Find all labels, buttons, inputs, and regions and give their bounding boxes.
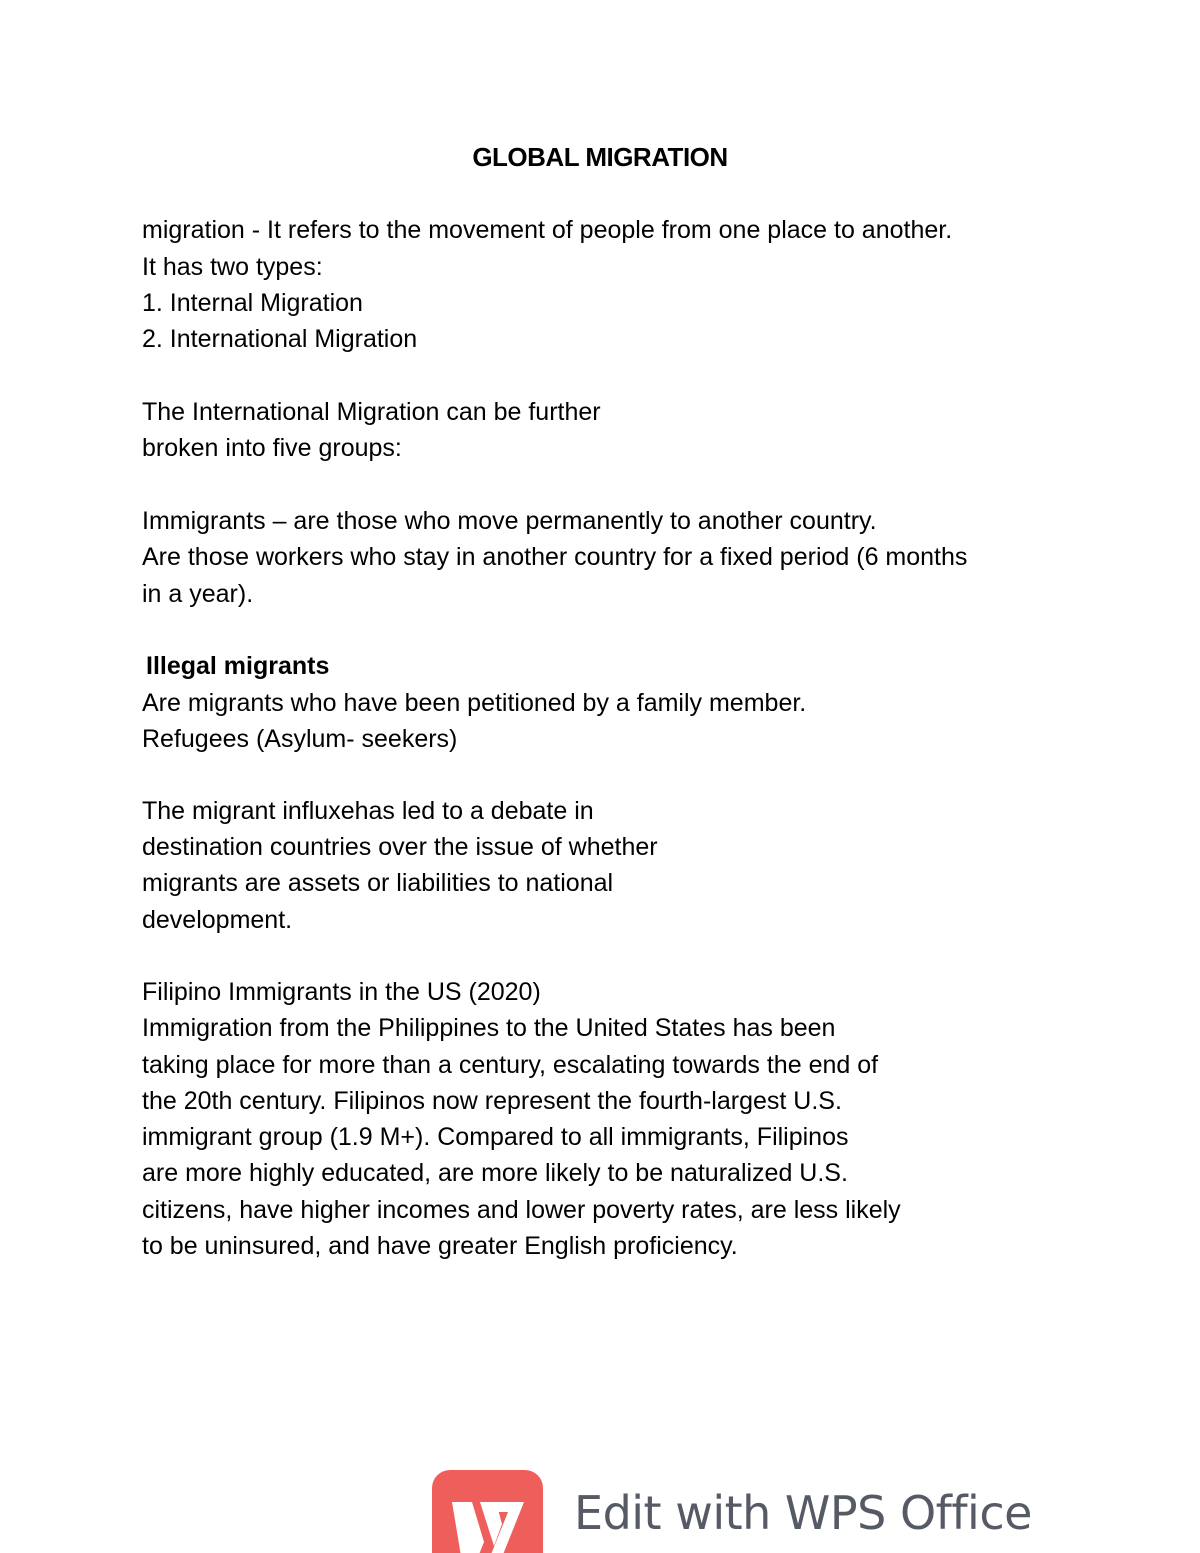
- wps-logo-icon: [432, 1470, 543, 1553]
- workers-line: in a year).: [142, 580, 254, 608]
- immigrants-line: Immigrants – are those who move permanently to another country.: [142, 507, 877, 535]
- list-item-international: 2. International Migration: [142, 325, 418, 353]
- petitioned-line: Are migrants who have been petitioned by a family member.: [142, 689, 807, 717]
- filipino-paragraph-line: taking place for more than a century, escalating towards the end of: [142, 1051, 879, 1079]
- filipino-paragraph-line: immigrant group (1.9 M+). Compared to all immigrants, Filipinos: [142, 1123, 849, 1151]
- paragraph-line: broken into five groups:: [142, 434, 402, 462]
- refugees-line: Refugees (Asylum- seekers): [142, 725, 458, 753]
- filipino-paragraph-line: the 20th century. Filipinos now represent the fourth-largest U.S.: [142, 1087, 842, 1115]
- filipino-paragraph-line: to be uninsured, and have greater English proficiency.: [142, 1232, 738, 1260]
- debate-line: destination countries over the issue of whether: [142, 833, 658, 861]
- document-title: GLOBAL MIGRATION: [472, 142, 728, 172]
- workers-line: Are those workers who stay in another country for a fixed period (6 months: [142, 543, 968, 571]
- paragraph-line: The International Migration can be further: [142, 398, 601, 426]
- types-intro-line: It has two types:: [142, 253, 323, 281]
- edit-with-wps-banner[interactable]: [432, 1470, 1072, 1553]
- illegal-migrants-heading: Illegal migrants: [146, 652, 330, 680]
- definition-line: migration - It refers to the movement of people from one place to another.: [142, 216, 953, 244]
- edit-with-wps-label[interactable]: Edit with WPS Office: [574, 1486, 1032, 1540]
- debate-line: migrants are assets or liabilities to national: [142, 869, 614, 897]
- list-item-internal: 1. Internal Migration: [142, 289, 363, 317]
- section-heading-filipino: Filipino Immigrants in the US (2020): [142, 978, 541, 1006]
- filipino-paragraph-line: are more highly educated, are more likely to be naturalized U.S.: [142, 1159, 848, 1187]
- debate-line: The migrant influxehas led to a debate in: [142, 797, 594, 825]
- filipino-paragraph-line: citizens, have higher incomes and lower poverty rates, are less likely: [142, 1196, 901, 1224]
- debate-line: development.: [142, 906, 293, 934]
- filipino-paragraph-line: Immigration from the Philippines to the United States has been: [142, 1014, 836, 1042]
